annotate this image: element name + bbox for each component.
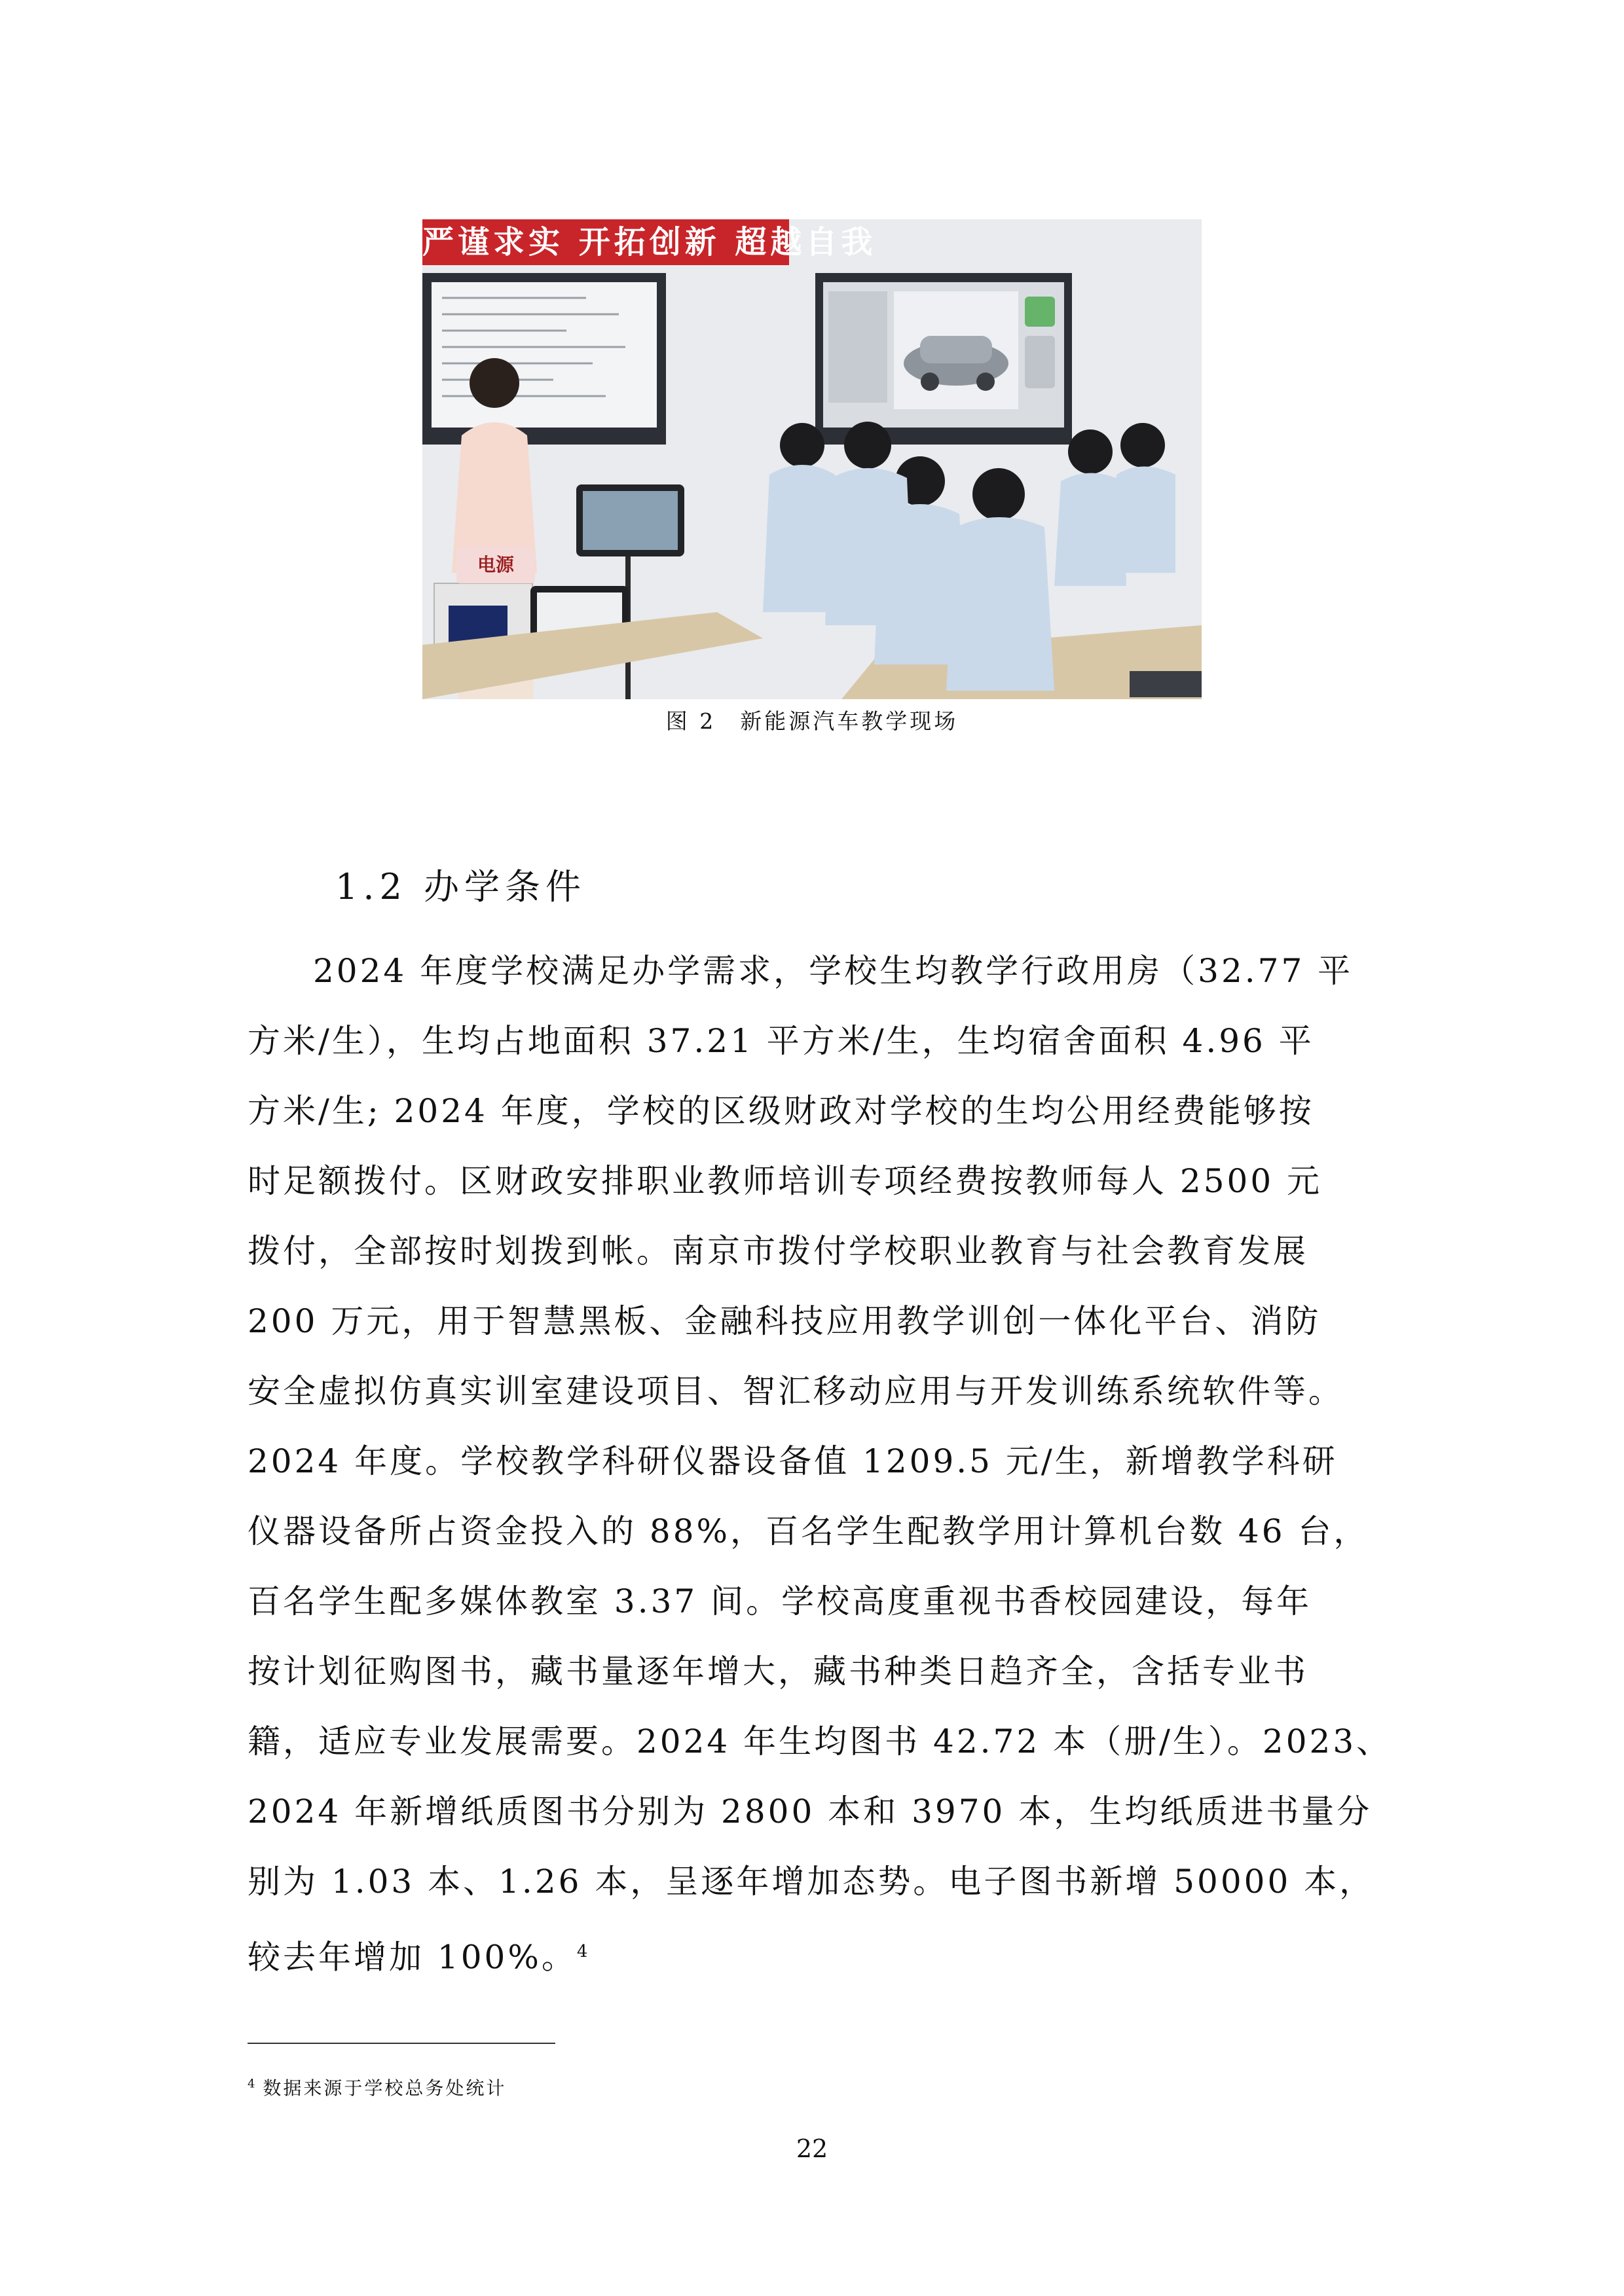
power-supply-label: 电源: [477, 554, 514, 575]
paragraph-line-text: 较去年增加 100%。: [248, 1938, 577, 1977]
footnote-divider: [248, 2043, 555, 2044]
paragraph-line: 2024 年新增纸质图书分别为 2800 本和 3970 本，生均纸质进书量分: [248, 1793, 1373, 1831]
footnote-marker: 4: [248, 2077, 255, 2091]
paragraph-line: 仪器设备所占资金投入的 88%，百名学生配教学用计算机台数 46 台，: [248, 1512, 1369, 1550]
footnote-text: 数据来源于学校总务处统计: [263, 2077, 507, 2099]
page-number: 22: [796, 2134, 828, 2163]
figure-caption: 图 2 新能源汽车教学现场: [665, 708, 959, 734]
paragraph-line: 按计划征购图书，藏书量逐年增大，藏书种类日趋齐全，含括专业书: [248, 1652, 1308, 1690]
paragraph-line: 安全虚拟仿真实训室建设项目、智汇移动应用与开发训练系统软件等。: [248, 1372, 1344, 1410]
footnote-reference[interactable]: 4: [576, 1942, 588, 1961]
paragraph-line: 方米/生; 2024 年度，学校的区级财政对学校的生均公用经费能够按: [248, 1092, 1314, 1130]
paragraph-line: 200 万元，用于智慧黑板、金融科技应用教学训创一体化平台、消防: [248, 1302, 1321, 1340]
paragraph-line: 2024 年度。学校教学科研仪器设备值 1209.5 元/生，新增教学科研: [248, 1442, 1338, 1480]
teaching-scene-illustration: [422, 219, 1202, 699]
paragraph-line: 2024 年度学校满足办学需求，学校生均教学行政用房（32.77 平: [313, 952, 1354, 990]
paragraph-line: 百名学生配多媒体教室 3.37 间。学校高度重视书香校园建设，每年: [248, 1582, 1312, 1620]
figure-photo: [422, 219, 1202, 699]
paragraph-last-line: [248, 1917, 1400, 1987]
body-paragraph: [248, 936, 1400, 1987]
section-heading: 1.2 办学条件: [335, 866, 587, 907]
paragraph-line: 方米/生），生均占地面积 37.21 平方米/生，生均宿舍面积 4.96 平: [248, 1022, 1314, 1060]
paragraph-line: 籍，适应专业发展需要。2024 年生均图书 42.72 本（册/生）。2023、: [248, 1722, 1392, 1760]
paragraph-line: 别为 1.03 本、1.26 本，呈逐年增加态势。电子图书新增 50000 本，: [248, 1863, 1375, 1901]
paragraph-line: 时足额拨付。区财政安排职业教师培训专项经费按教师每人 2500 元: [248, 1162, 1323, 1200]
classroom-banner-text: 严谨求实 开拓创新 超越自我: [422, 224, 877, 261]
paragraph-line: 拨付，全部按时划拨到帐。南京市拨付学校职业教育与社会教育发展: [248, 1232, 1308, 1270]
footnote: [248, 2074, 506, 2100]
